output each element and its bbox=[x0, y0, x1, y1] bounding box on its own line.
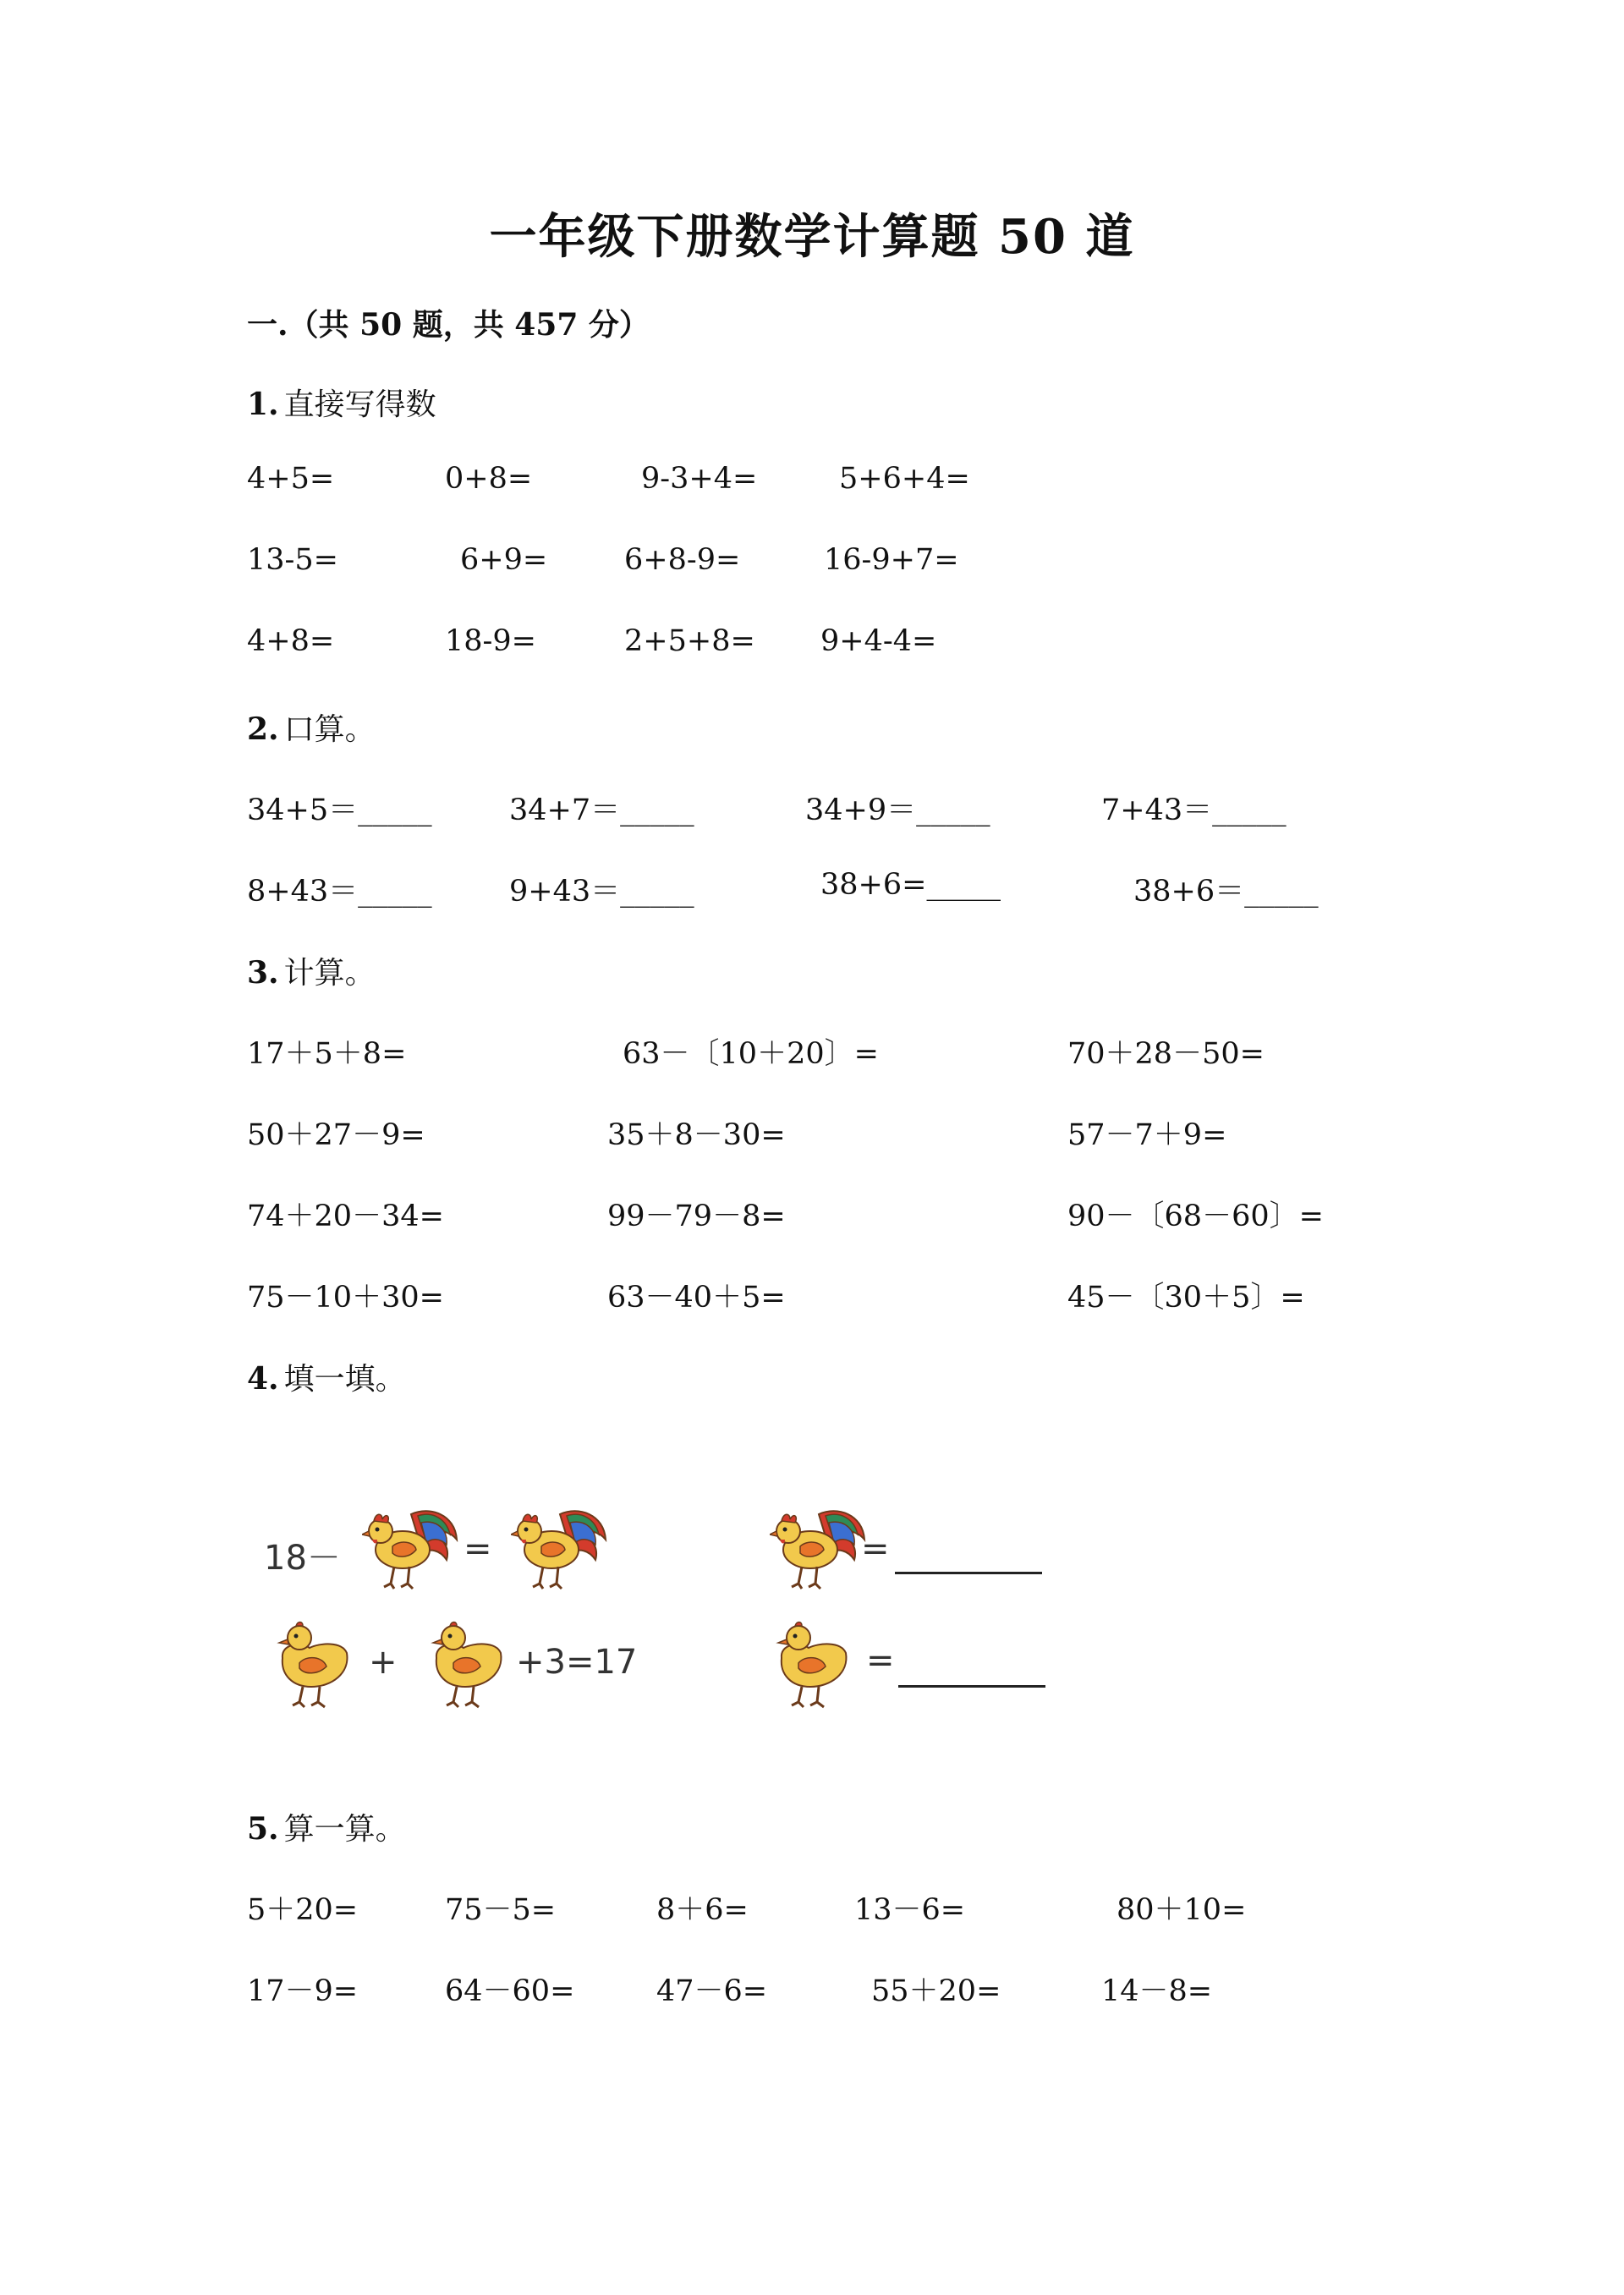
equals-sign: = bbox=[861, 1529, 890, 1568]
problem: 45－〔30＋5〕= bbox=[1067, 1281, 1305, 1315]
answer-blank[interactable] bbox=[898, 1685, 1045, 1688]
q1-row bbox=[0, 543, 1624, 585]
problem: 38+6=_____ bbox=[820, 868, 1001, 902]
problem: 99－79－8= bbox=[607, 1200, 786, 1233]
rooster-icon bbox=[511, 1506, 609, 1597]
question-1-title bbox=[247, 381, 436, 424]
q2-row bbox=[0, 787, 1624, 829]
problem: 18-9= bbox=[445, 624, 536, 658]
problem: 13-5= bbox=[247, 543, 338, 577]
equals-sign: = bbox=[464, 1529, 492, 1568]
hen-icon bbox=[765, 1619, 854, 1710]
q3-row bbox=[0, 1274, 1624, 1316]
page-title: 一年级下册数学计算题 50 道 bbox=[489, 209, 1135, 265]
problem: 63－〔10＋20〕= bbox=[623, 1037, 879, 1071]
problem: 47－6= bbox=[656, 1974, 768, 2008]
question-number: 3. bbox=[247, 955, 279, 991]
equation-text: 18－ bbox=[264, 1539, 341, 1578]
question-number: 5. bbox=[247, 1811, 279, 1847]
rooster-icon bbox=[362, 1506, 460, 1597]
problem: 9+4-4= bbox=[820, 624, 937, 658]
bird-equation-figure bbox=[254, 1506, 1066, 1743]
question-number: 2. bbox=[247, 711, 279, 747]
problem: 0+8= bbox=[445, 462, 533, 496]
question-number: 4. bbox=[247, 1361, 279, 1397]
rooster-icon bbox=[770, 1506, 868, 1597]
plus-sign: + bbox=[369, 1643, 398, 1682]
problem: 14－8= bbox=[1101, 1974, 1213, 2008]
hen-icon bbox=[420, 1619, 509, 1710]
q3-row bbox=[0, 1193, 1624, 1235]
problem: 6+8-9= bbox=[624, 543, 741, 577]
problem: 70＋28－50= bbox=[1067, 1037, 1265, 1071]
problem: 64－60= bbox=[445, 1974, 575, 2008]
equation-text: +3=17 bbox=[516, 1643, 638, 1682]
problem: 5＋20= bbox=[247, 1893, 359, 1927]
q3-row bbox=[0, 1030, 1624, 1073]
q5-row bbox=[0, 1968, 1624, 2010]
problem: 34+7＝_____ bbox=[509, 793, 694, 827]
q1-row bbox=[0, 462, 1624, 504]
problem: 9-3+4= bbox=[641, 462, 758, 496]
question-label: 计算。 bbox=[283, 956, 376, 991]
problem: 34+9＝_____ bbox=[805, 793, 990, 827]
problem: 75－10＋30= bbox=[247, 1281, 444, 1315]
problem: 34+5＝_____ bbox=[247, 793, 432, 827]
equals-sign: = bbox=[866, 1641, 895, 1680]
problem: 9+43＝_____ bbox=[509, 875, 694, 909]
question-3-title bbox=[247, 949, 376, 992]
problem: 5+6+4= bbox=[839, 462, 970, 496]
problem: 17－9= bbox=[247, 1974, 359, 2008]
question-2-title bbox=[247, 706, 376, 749]
problem: 7+43＝_____ bbox=[1101, 793, 1287, 827]
problem: 50＋27－9= bbox=[247, 1118, 425, 1152]
q3-row bbox=[0, 1112, 1624, 1154]
problem: 16-9+7= bbox=[824, 543, 959, 577]
problem: 6+9= bbox=[460, 543, 548, 577]
problem: 4+8= bbox=[247, 624, 335, 658]
section-header: 一.（共 50 题，共 457 分） bbox=[247, 307, 650, 343]
q5-row bbox=[0, 1886, 1624, 1929]
question-label: 填一填。 bbox=[283, 1362, 406, 1397]
problem: 90－〔68－60〕= bbox=[1067, 1200, 1324, 1233]
problem: 80＋10= bbox=[1116, 1893, 1247, 1927]
answer-blank[interactable] bbox=[895, 1572, 1042, 1574]
problem: 8＋6= bbox=[656, 1893, 749, 1927]
q2-row bbox=[0, 868, 1624, 910]
hen-icon bbox=[266, 1619, 355, 1710]
problem: 63－40＋5= bbox=[607, 1281, 786, 1315]
problem: 35＋8－30= bbox=[607, 1118, 786, 1152]
problem: 74＋20－34= bbox=[247, 1200, 444, 1233]
problem: 13－6= bbox=[854, 1893, 966, 1927]
question-number: 1. bbox=[247, 387, 279, 422]
problem: 75－5= bbox=[445, 1893, 557, 1927]
problem: 55＋20= bbox=[871, 1974, 1001, 2008]
q1-row bbox=[0, 624, 1624, 667]
question-label: 口算。 bbox=[283, 712, 376, 747]
question-label: 直接写得数 bbox=[283, 387, 436, 422]
problem: 57－7＋9= bbox=[1067, 1118, 1227, 1152]
problem: 8+43＝_____ bbox=[247, 875, 432, 909]
question-4-title bbox=[247, 1355, 406, 1398]
problem: 2+5+8= bbox=[624, 624, 755, 658]
problem: 17＋5＋8= bbox=[247, 1037, 407, 1071]
question-5-title bbox=[247, 1805, 406, 1848]
problem: 4+5= bbox=[247, 462, 335, 496]
problem: 38+6＝_____ bbox=[1133, 875, 1319, 909]
question-label: 算一算。 bbox=[283, 1812, 406, 1847]
